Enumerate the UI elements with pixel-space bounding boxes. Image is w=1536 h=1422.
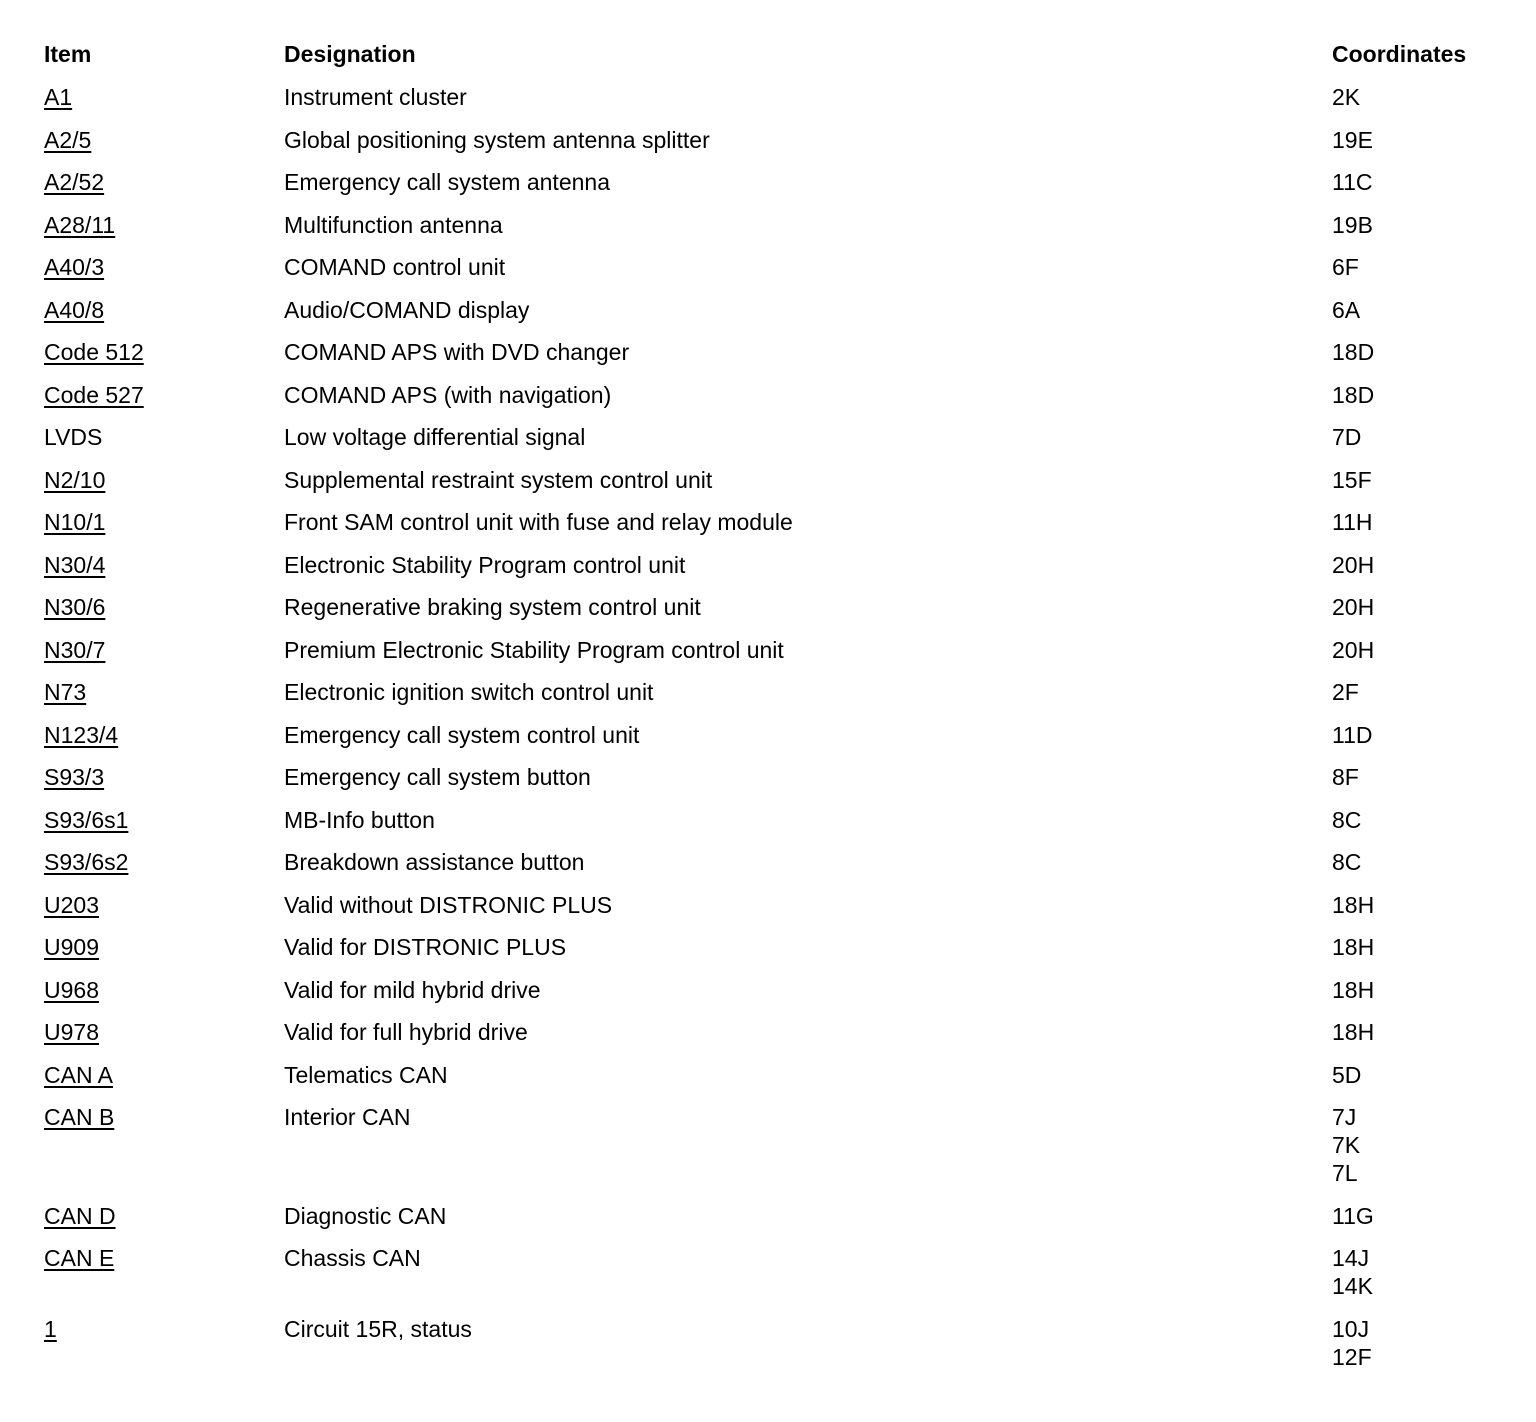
coordinates-cell (1332, 381, 1492, 424)
coordinate-value: 14J (1332, 1245, 1370, 1271)
item-link[interactable]: N2/10 (44, 466, 106, 493)
coordinate-value: 19B (1332, 211, 1373, 238)
coordinate-value: 7L (1332, 1160, 1358, 1186)
coordinates-cell (1332, 168, 1492, 211)
designation-cell: Electronic Stability Program control unit (284, 551, 686, 578)
coordinates-cell (1332, 466, 1492, 509)
item-cell (44, 763, 284, 806)
table-row (44, 338, 1492, 381)
coordinate-value: 7J (1332, 1104, 1357, 1130)
designation-cell: COMAND control unit (284, 254, 506, 280)
item-cell (44, 806, 284, 849)
item-link[interactable]: N10/1 (44, 509, 106, 535)
coordinates-cell (1332, 1202, 1492, 1245)
item-cell (44, 211, 284, 254)
coordinate-value: 18D (1332, 339, 1375, 365)
item-link[interactable]: U968 (44, 976, 99, 1003)
item-link[interactable]: U909 (44, 934, 99, 960)
coordinates-cell (1332, 211, 1492, 254)
coordinate-value: 18H (1332, 976, 1375, 1003)
table-row (44, 1061, 1492, 1104)
table-row (44, 636, 1492, 679)
item-cell (44, 83, 284, 126)
coordinates-cell (1332, 423, 1492, 466)
coordinate-value: 12F (1332, 1343, 1372, 1370)
table-row (44, 933, 1492, 976)
item-cell (44, 891, 284, 934)
item-cell (44, 1103, 284, 1202)
item-cell (44, 551, 284, 594)
designation-cell: Premium Electronic Stability Program control unit (284, 636, 784, 663)
item-cell (44, 1202, 284, 1245)
item-cell (44, 933, 284, 976)
table-row (44, 891, 1492, 934)
table-row (44, 126, 1492, 169)
coordinate-value: 6F (1332, 254, 1359, 280)
designation-cell: Interior CAN (284, 1104, 411, 1130)
designation-cell: Valid without DISTRONIC PLUS (284, 891, 613, 918)
designation-cell: Regenerative braking system control unit (284, 594, 701, 620)
header-designation: Designation (284, 41, 416, 67)
item-link[interactable]: N73 (44, 679, 87, 705)
coordinate-value: 11G (1332, 1202, 1374, 1229)
coordinates-cell (1332, 721, 1492, 764)
coordinates-cell (1332, 891, 1492, 934)
coordinates-cell (1332, 338, 1492, 381)
item-link[interactable]: A40/3 (44, 254, 105, 280)
designation-cell: Electronic ignition switch control unit (284, 679, 654, 705)
table-row (44, 976, 1492, 1019)
designation-cell: Multifunction antenna (284, 211, 503, 238)
item-link[interactable]: CAN B (44, 1104, 115, 1130)
coordinate-value: 19E (1332, 126, 1373, 153)
item-cell (44, 423, 284, 466)
coordinates-cell (1332, 806, 1492, 849)
coordinates-cell (1332, 1061, 1492, 1104)
coordinates-cell (1332, 636, 1492, 679)
coordinate-value: 8F (1332, 764, 1359, 790)
coordinate-value: 11D (1332, 721, 1373, 748)
item-link[interactable]: N123/4 (44, 721, 119, 748)
item-cell (44, 338, 284, 381)
designation-cell: Low voltage differential signal (284, 424, 586, 450)
designation-cell: Breakdown assistance button (284, 849, 585, 875)
table-row (44, 253, 1492, 296)
table-row (44, 678, 1492, 721)
header-item: Item (44, 41, 92, 67)
coordinates-cell (1332, 933, 1492, 976)
designation-cell: Valid for full hybrid drive (284, 1019, 528, 1045)
coordinate-value: 2K (1332, 84, 1361, 110)
table-row (44, 721, 1492, 764)
item-cell (44, 1061, 284, 1104)
designation-cell: Telematics CAN (284, 1061, 448, 1088)
item-label: LVDS (44, 424, 103, 450)
item-legend-table (44, 40, 1492, 1385)
coordinates-cell (1332, 1018, 1492, 1061)
coordinates-cell (1332, 593, 1492, 636)
table-row (44, 466, 1492, 509)
designation-cell: Chassis CAN (284, 1245, 421, 1271)
coordinates-cell (1332, 508, 1492, 551)
header-coordinates: Coordinates (1332, 41, 1467, 67)
designation-cell: Valid for mild hybrid drive (284, 976, 541, 1003)
item-cell (44, 168, 284, 211)
designation-cell: Global positioning system antenna splitter (284, 126, 710, 153)
item-link[interactable]: U978 (44, 1019, 99, 1045)
coordinate-value: 7K (1332, 1132, 1361, 1158)
coordinate-value: 8C (1332, 806, 1362, 833)
item-link[interactable]: Code 527 (44, 381, 144, 408)
designation-cell: COMAND APS with DVD changer (284, 339, 630, 365)
item-cell (44, 381, 284, 424)
item-cell (44, 593, 284, 636)
coordinate-value: 18H (1332, 934, 1375, 960)
table-row (44, 211, 1492, 254)
table-row (44, 1315, 1492, 1386)
table-row (44, 83, 1492, 126)
coordinate-value: 2F (1332, 679, 1359, 705)
coordinate-value: 15F (1332, 466, 1372, 493)
item-cell (44, 721, 284, 764)
coordinate-value: 7D (1332, 424, 1362, 450)
designation-cell: MB-Info button (284, 806, 435, 833)
item-link[interactable]: CAN A (44, 1061, 114, 1088)
table-row (44, 1018, 1492, 1061)
item-cell (44, 296, 284, 339)
item-cell (44, 976, 284, 1019)
designation-cell: Emergency call system control unit (284, 721, 640, 748)
designation-cell: COMAND APS (with navigation) (284, 381, 612, 408)
item-link[interactable]: S93/6s2 (44, 849, 129, 875)
table-header-row (44, 40, 1492, 83)
item-cell (44, 1244, 284, 1315)
item-cell (44, 508, 284, 551)
item-link[interactable]: CAN E (44, 1245, 115, 1271)
designation-cell: Emergency call system antenna (284, 169, 610, 195)
item-link[interactable]: A2/5 (44, 126, 92, 153)
coordinate-value: 10J (1332, 1315, 1370, 1342)
item-link[interactable]: S93/6s1 (44, 806, 129, 833)
table-row (44, 168, 1492, 211)
coordinates-cell (1332, 1315, 1492, 1386)
table-row (44, 1103, 1492, 1202)
coordinates-cell (1332, 763, 1492, 806)
coordinates-cell (1332, 1244, 1492, 1315)
coordinates-cell (1332, 848, 1492, 891)
item-link[interactable]: N30/4 (44, 551, 106, 578)
designation-cell: Front SAM control unit with fuse and relay module (284, 509, 793, 535)
designation-cell: Supplemental restraint system control unit (284, 466, 713, 493)
table-row (44, 1244, 1492, 1315)
coordinate-value: 14K (1332, 1273, 1373, 1299)
coordinates-cell (1332, 296, 1492, 339)
item-link[interactable]: A2/52 (44, 169, 105, 195)
item-cell (44, 636, 284, 679)
table-row (44, 551, 1492, 594)
item-link[interactable]: N30/7 (44, 636, 106, 663)
coordinate-value: 11C (1332, 169, 1373, 195)
item-cell (44, 678, 284, 721)
coordinate-value: 18H (1332, 1019, 1375, 1045)
legend-body (44, 83, 1492, 1385)
item-link[interactable]: A40/8 (44, 296, 105, 323)
designation-cell: Emergency call system button (284, 764, 591, 790)
coordinate-value: 20H (1332, 594, 1375, 620)
table-row (44, 806, 1492, 849)
coordinate-value: 5D (1332, 1061, 1362, 1088)
item-cell (44, 466, 284, 509)
coordinate-value: 6A (1332, 296, 1361, 323)
item-link[interactable]: U203 (44, 891, 99, 918)
table-row (44, 763, 1492, 806)
designation-cell: Instrument cluster (284, 84, 467, 110)
coordinates-cell (1332, 678, 1492, 721)
coordinates-cell (1332, 976, 1492, 1019)
coordinate-value: 20H (1332, 636, 1375, 663)
item-link[interactable]: S93/3 (44, 764, 105, 790)
coordinates-cell (1332, 126, 1492, 169)
table-row (44, 423, 1492, 466)
table-row (44, 296, 1492, 339)
table-row (44, 508, 1492, 551)
coordinates-cell (1332, 253, 1492, 296)
coordinate-value: 20H (1332, 551, 1375, 578)
item-link[interactable]: 1 (44, 1315, 57, 1342)
coordinate-value: 18D (1332, 381, 1375, 408)
item-cell (44, 253, 284, 296)
item-link[interactable]: A28/11 (44, 211, 116, 238)
designation-cell: Audio/COMAND display (284, 296, 530, 323)
item-link[interactable]: A1 (44, 84, 73, 110)
designation-cell: Valid for DISTRONIC PLUS (284, 934, 567, 960)
item-link[interactable]: CAN D (44, 1202, 116, 1229)
coordinate-value: 8C (1332, 849, 1362, 875)
table-row (44, 593, 1492, 636)
designation-cell: Circuit 15R, status (284, 1315, 472, 1342)
coordinates-cell (1332, 551, 1492, 594)
designation-cell: Diagnostic CAN (284, 1202, 447, 1229)
table-row (44, 1202, 1492, 1245)
coordinate-value: 11H (1332, 509, 1373, 535)
item-link[interactable]: Code 512 (44, 339, 144, 365)
item-cell (44, 126, 284, 169)
coordinates-cell (1332, 1103, 1492, 1202)
coordinate-value: 18H (1332, 891, 1375, 918)
table-row (44, 381, 1492, 424)
item-cell (44, 848, 284, 891)
item-cell (44, 1315, 284, 1386)
table-row (44, 848, 1492, 891)
coordinates-cell (1332, 83, 1492, 126)
item-cell (44, 1018, 284, 1061)
item-link[interactable]: N30/6 (44, 594, 106, 620)
